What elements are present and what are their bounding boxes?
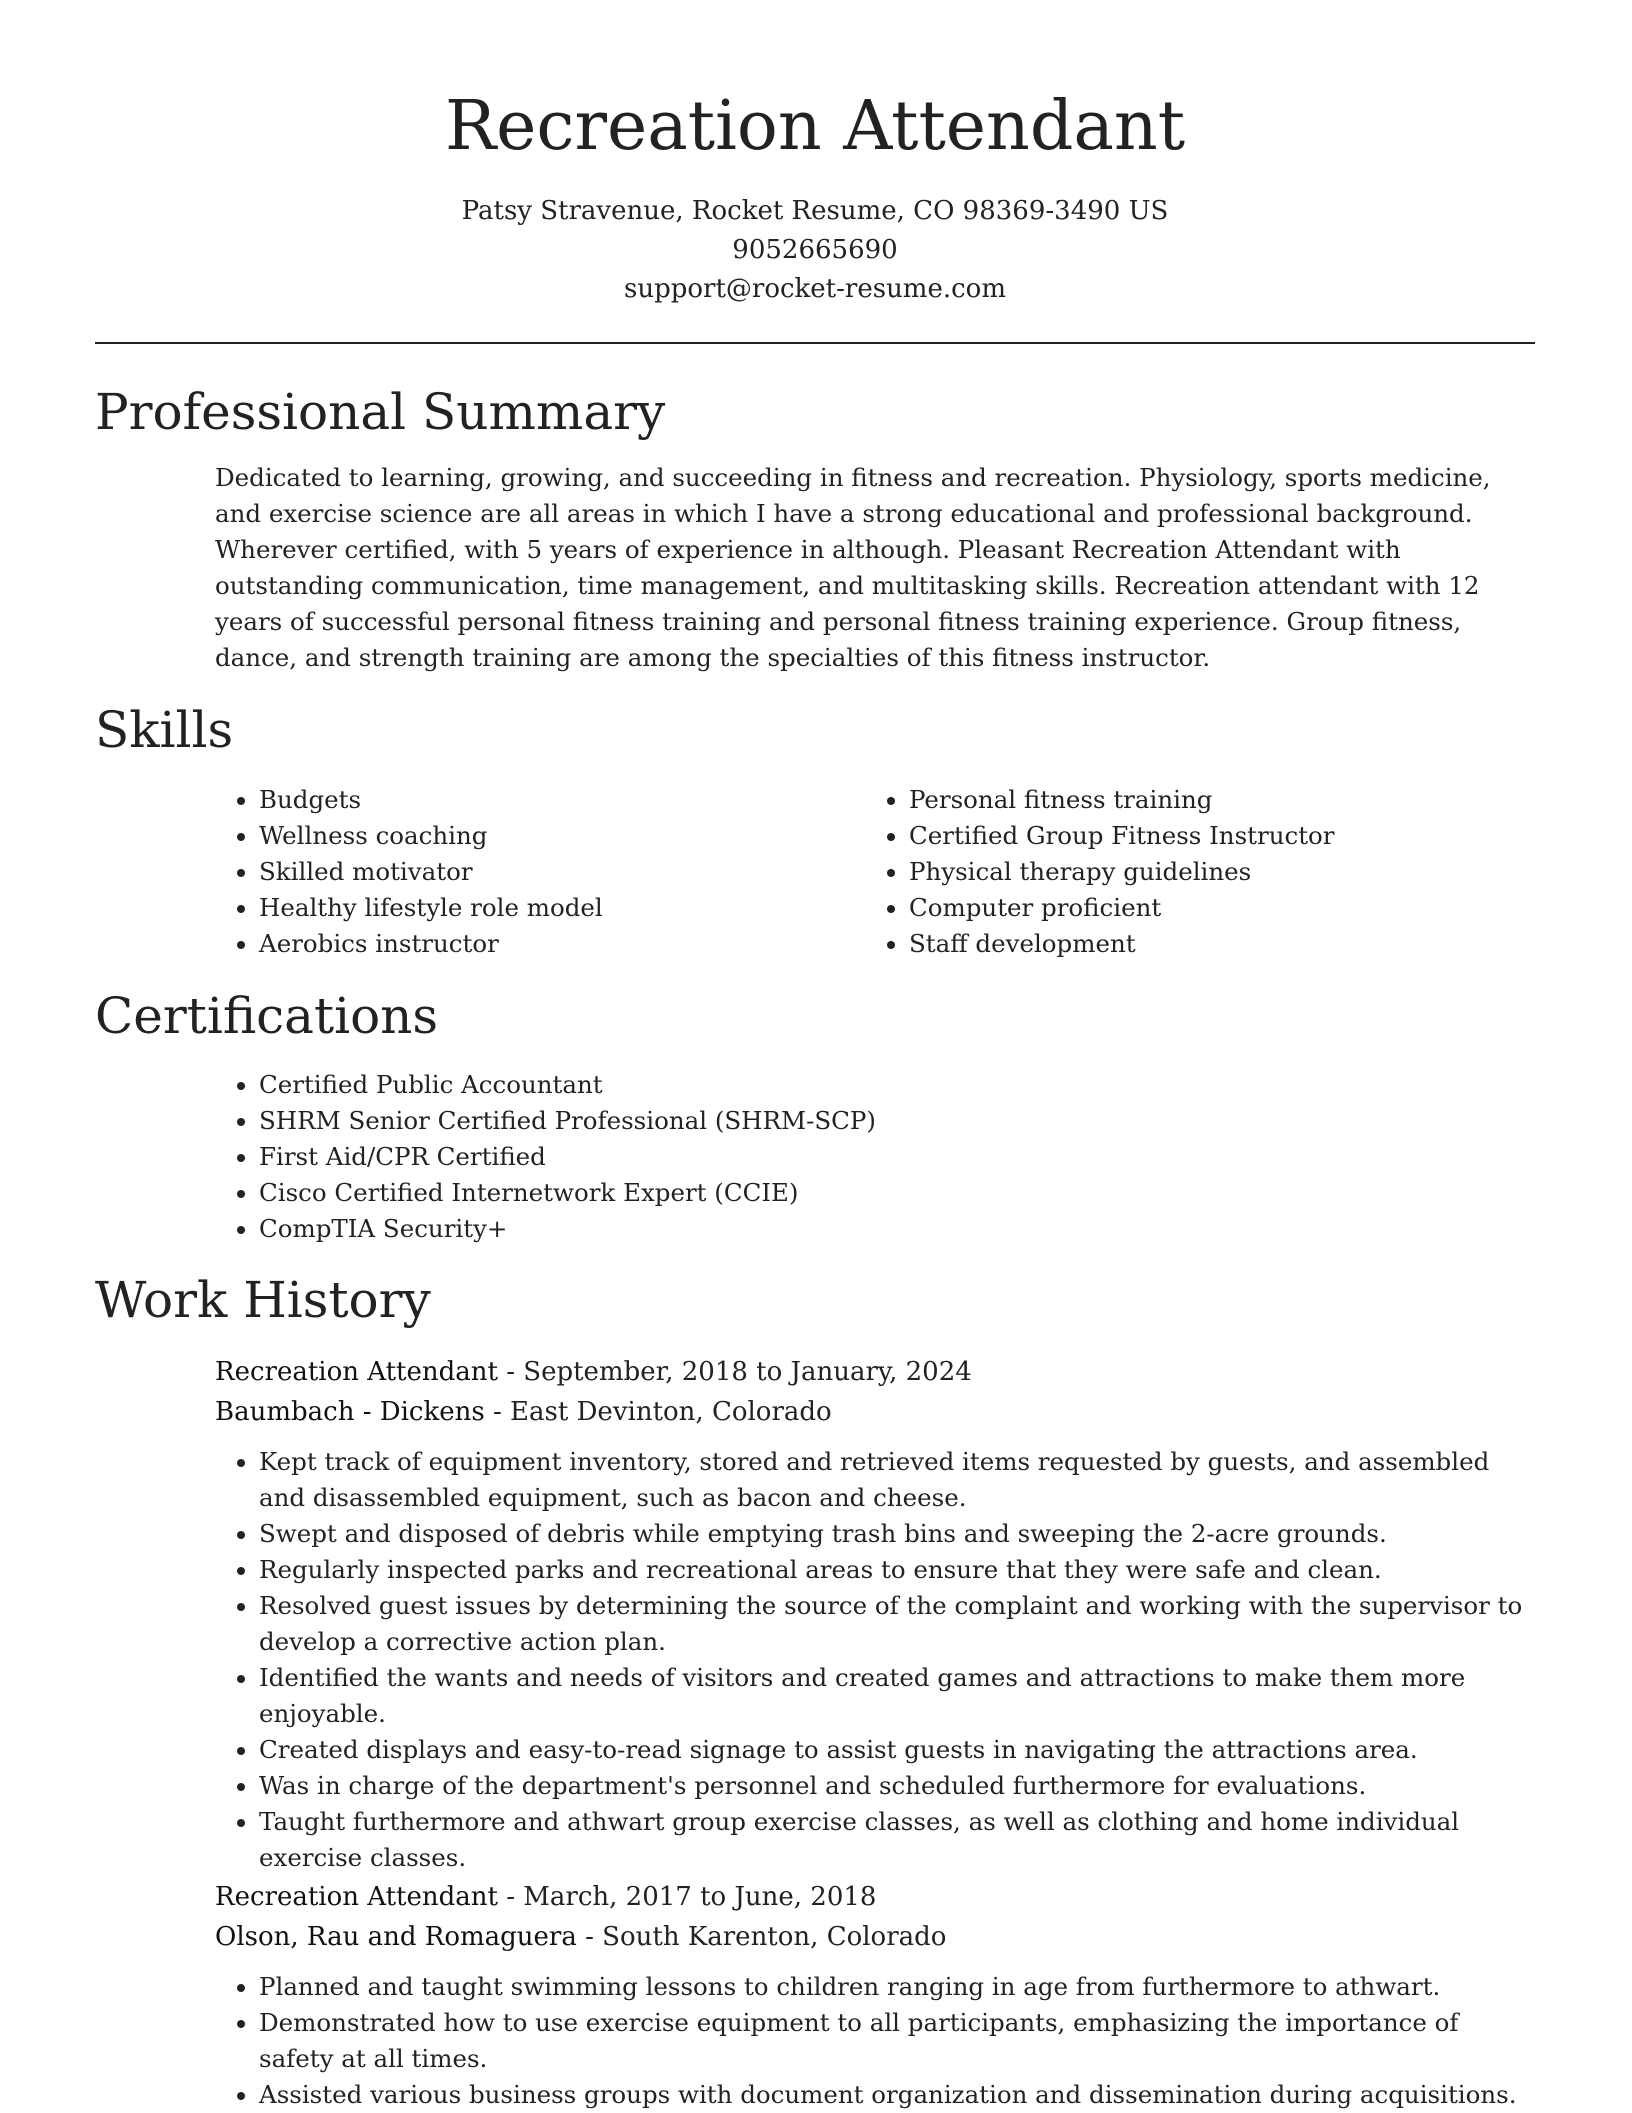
skill-item: • Budgets	[259, 782, 815, 818]
contact-phone: 9052665690	[732, 235, 898, 265]
summary-text: Dedicated to learning, growing, and succeeding in fitness and recreation. Physiology, sports medicine, and exercise science are all areas in which I have a strong educational and professional background. Wherever certified, with 5 years of experience in although. Pleasant Recreation Attendant with outstanding communication, time management, and multitasking skills. Recreation attendant with 12 years of successful personal fitness training and personal fitness training experience. Group fitness, dance, and strength training are among the specialties of this fitness instructor.	[215, 463, 1491, 672]
skill-item: • Wellness coaching	[259, 818, 815, 854]
job-location: - East Devinton, Colorado	[484, 1397, 832, 1427]
job-role: Recreation Attendant	[215, 1882, 498, 1912]
job-dates: - March, 2017 to June, 2018	[497, 1882, 877, 1912]
certification-item: • Certified Public Accountant	[259, 1067, 1535, 1103]
job-role-line	[215, 1877, 1535, 1917]
job-bullet: • Demonstrated how to use exercise equipment to all participants, emphasizing the importance of safety at all times.	[259, 2005, 1535, 2077]
job-company: Baumbach - Dickens	[215, 1397, 485, 1427]
job-bullet: • Was in charge of the department's personnel and scheduled furthermore for evaluations.	[259, 1768, 1535, 1804]
job-bullets	[215, 1444, 1535, 1876]
skill-item: • Skilled motivator	[259, 854, 815, 890]
job-bullet: • Resolved guest issues by determining the source of the complaint and working with the supervisor to develop a corrective action plan.	[259, 1588, 1535, 1660]
resume-header	[95, 82, 1535, 309]
job-bullet: • Assisted various business groups with document organization and dissemination during acquisitions.	[259, 2077, 1535, 2113]
skill-item: • Staff development	[909, 926, 1535, 962]
skills-list-right	[865, 782, 1535, 962]
skill-item: • Aerobics instructor	[259, 926, 815, 962]
job-entry	[215, 1877, 1535, 2113]
header-divider	[95, 342, 1535, 344]
certification-item: • Cisco Certified Internetwork Expert (CCIE)	[259, 1175, 1535, 1211]
work-history-heading: Work History	[95, 1271, 431, 1329]
contact-email: support@rocket-resume.com	[623, 274, 1006, 304]
certification-item: • CompTIA Security+	[259, 1211, 1535, 1247]
certifications-heading: Certifications	[95, 987, 439, 1045]
job-bullet: • Regularly inspected parks and recreational areas to ensure that they were safe and clean.	[259, 1552, 1535, 1588]
job-location: - South Karenton, Colorado	[576, 1922, 947, 1952]
job-company-line	[215, 1392, 1535, 1432]
skills-column-right	[865, 782, 1535, 962]
job-dates: - September, 2018 to January, 2024	[497, 1357, 972, 1387]
certifications-list	[215, 1067, 1535, 1247]
skill-item: • Healthy lifestyle role model	[259, 890, 815, 926]
summary-heading: Professional Summary	[95, 383, 666, 441]
job-bullet: • Taught furthermore and athwart group exercise classes, as well as clothing and home individual exercise classes.	[259, 1804, 1535, 1876]
job-bullets	[215, 1969, 1535, 2113]
skill-item: • Physical therapy guidelines	[909, 854, 1535, 890]
job-entry	[215, 1352, 1535, 1876]
job-bullet: • Identified the wants and needs of visitors and created games and attractions to make them more enjoyable.	[259, 1660, 1535, 1732]
contact-block	[95, 192, 1535, 309]
job-bullet: • Swept and disposed of debris while emptying trash bins and sweeping the 2-acre grounds.	[259, 1516, 1535, 1552]
candidate-title: Recreation Attendant	[444, 87, 1186, 166]
job-bullet: • Kept track of equipment inventory, stored and retrieved items requested by guests, and assembled and disassembled equipment, such as bacon and cheese.	[259, 1444, 1535, 1516]
contact-address: Patsy Stravenue, Rocket Resume, CO 98369-3490 US	[461, 196, 1169, 226]
job-company-line	[215, 1917, 1535, 1957]
skills-list-left	[215, 782, 815, 962]
certifications-block	[215, 1067, 1535, 1247]
job-bullet: • Created displays and easy-to-read signage to assist guests in navigating the attractions area.	[259, 1732, 1535, 1768]
job-role-line	[215, 1352, 1535, 1392]
job-bullet: • Planned and taught swimming lessons to children ranging in age from furthermore to athwart.	[259, 1969, 1535, 2005]
job-role: Recreation Attendant	[215, 1357, 498, 1387]
skill-item: • Personal fitness training	[909, 782, 1535, 818]
skills-column-left	[215, 782, 815, 962]
skill-item: • Certified Group Fitness Instructor	[909, 818, 1535, 854]
job-company: Olson, Rau and Romaguera	[215, 1922, 577, 1952]
skills-heading: Skills	[95, 701, 234, 759]
certification-item: • First Aid/CPR Certified	[259, 1139, 1535, 1175]
skill-item: • Computer proficient	[909, 890, 1535, 926]
certification-item: • SHRM Senior Certified Professional (SHRM-SCP)	[259, 1103, 1535, 1139]
